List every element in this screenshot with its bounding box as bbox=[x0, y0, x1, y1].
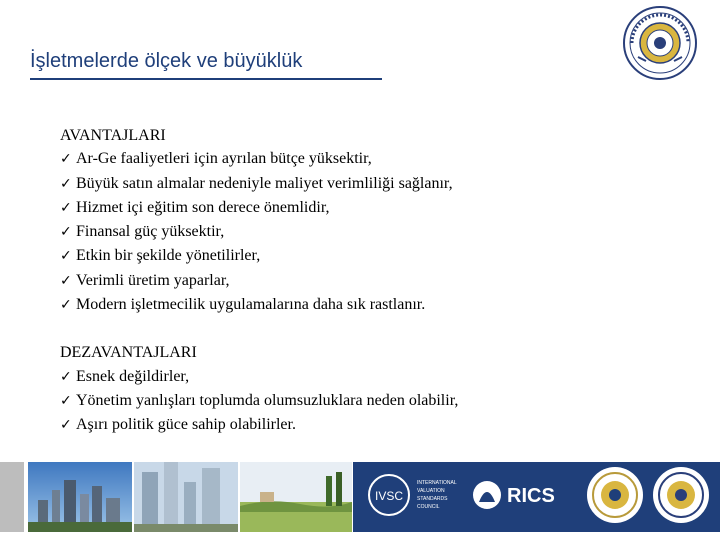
checkmark-icon: ✓ bbox=[60, 417, 72, 434]
rics-label: RICS bbox=[507, 485, 555, 507]
slide-title: İşletmelerde ölçek ve büyüklük bbox=[30, 50, 303, 72]
checkmark-icon: ✓ bbox=[60, 199, 72, 216]
disadvantages-list bbox=[60, 365, 458, 438]
list-item: ✓ Etkin bir şekilde yönetilirler, bbox=[60, 244, 458, 268]
ivsc-text-line: STANDARDS bbox=[417, 496, 448, 502]
list-item: ✓ Finansal güç yüksektir, bbox=[60, 220, 458, 244]
list-item: ✓ Hizmet içi eğitim son derece önemlidir, bbox=[60, 196, 458, 220]
list-item: ✓ Esnek değildirler, bbox=[60, 365, 458, 389]
list-item: ✓ Yönetim yanlışları toplumda olumsuzluklara neden olabilir, bbox=[60, 389, 458, 413]
slide-body bbox=[60, 124, 458, 438]
ivsc-text-line: INTERNATIONAL bbox=[417, 480, 457, 486]
advantages-heading: AVANTAJLARI bbox=[60, 127, 166, 144]
checkmark-icon: ✓ bbox=[60, 248, 72, 265]
city-skyline-photo bbox=[28, 462, 132, 532]
countryside-photo bbox=[240, 462, 352, 532]
checkmark-icon: ✓ bbox=[60, 224, 72, 241]
ivsc-label: IVSC bbox=[374, 489, 404, 503]
ivsc-text-line: VALUATION bbox=[417, 488, 445, 494]
institution-seal-logo bbox=[587, 467, 643, 523]
partner-logos-band bbox=[353, 462, 720, 532]
checkmark-icon: ✓ bbox=[60, 297, 72, 314]
disadvantages-heading: DEZAVANTAJLARI bbox=[60, 344, 197, 362]
checkmark-icon: ✓ bbox=[60, 175, 72, 192]
checkmark-icon: ✓ bbox=[60, 368, 72, 385]
list-item: ✓ Aşırı politik güce sahip olabilirler. bbox=[60, 413, 458, 437]
checkmark-icon: ✓ bbox=[60, 151, 72, 168]
list-item: ✓ Modern işletmecilik uygulamalarına daha sık rastlanır. bbox=[60, 293, 458, 317]
title-underline bbox=[30, 78, 382, 80]
partner-logos bbox=[353, 462, 720, 532]
section-spacer bbox=[60, 317, 458, 341]
ankara-university-seal-logo bbox=[653, 467, 709, 523]
list-item: ✓ Verimli üretim yaparlar, bbox=[60, 269, 458, 293]
list-item: ✓ Büyük satın almalar nedeniyle maliyet verimliliği sağlanır, bbox=[60, 172, 458, 196]
ivsc-text-line: COUNCIL bbox=[417, 504, 440, 510]
checkmark-icon: ✓ bbox=[60, 272, 72, 289]
ankara-university-seal-logo bbox=[622, 5, 698, 81]
list-item: ✓ Ar-Ge faaliyetleri için ayrılan bütçe yüksektir, bbox=[60, 147, 458, 171]
rics-logo bbox=[473, 481, 555, 509]
checkmark-icon: ✓ bbox=[60, 392, 72, 409]
advantages-list bbox=[60, 147, 458, 317]
banner-gray-strip bbox=[0, 462, 24, 532]
skyscraper-photo bbox=[134, 462, 238, 532]
